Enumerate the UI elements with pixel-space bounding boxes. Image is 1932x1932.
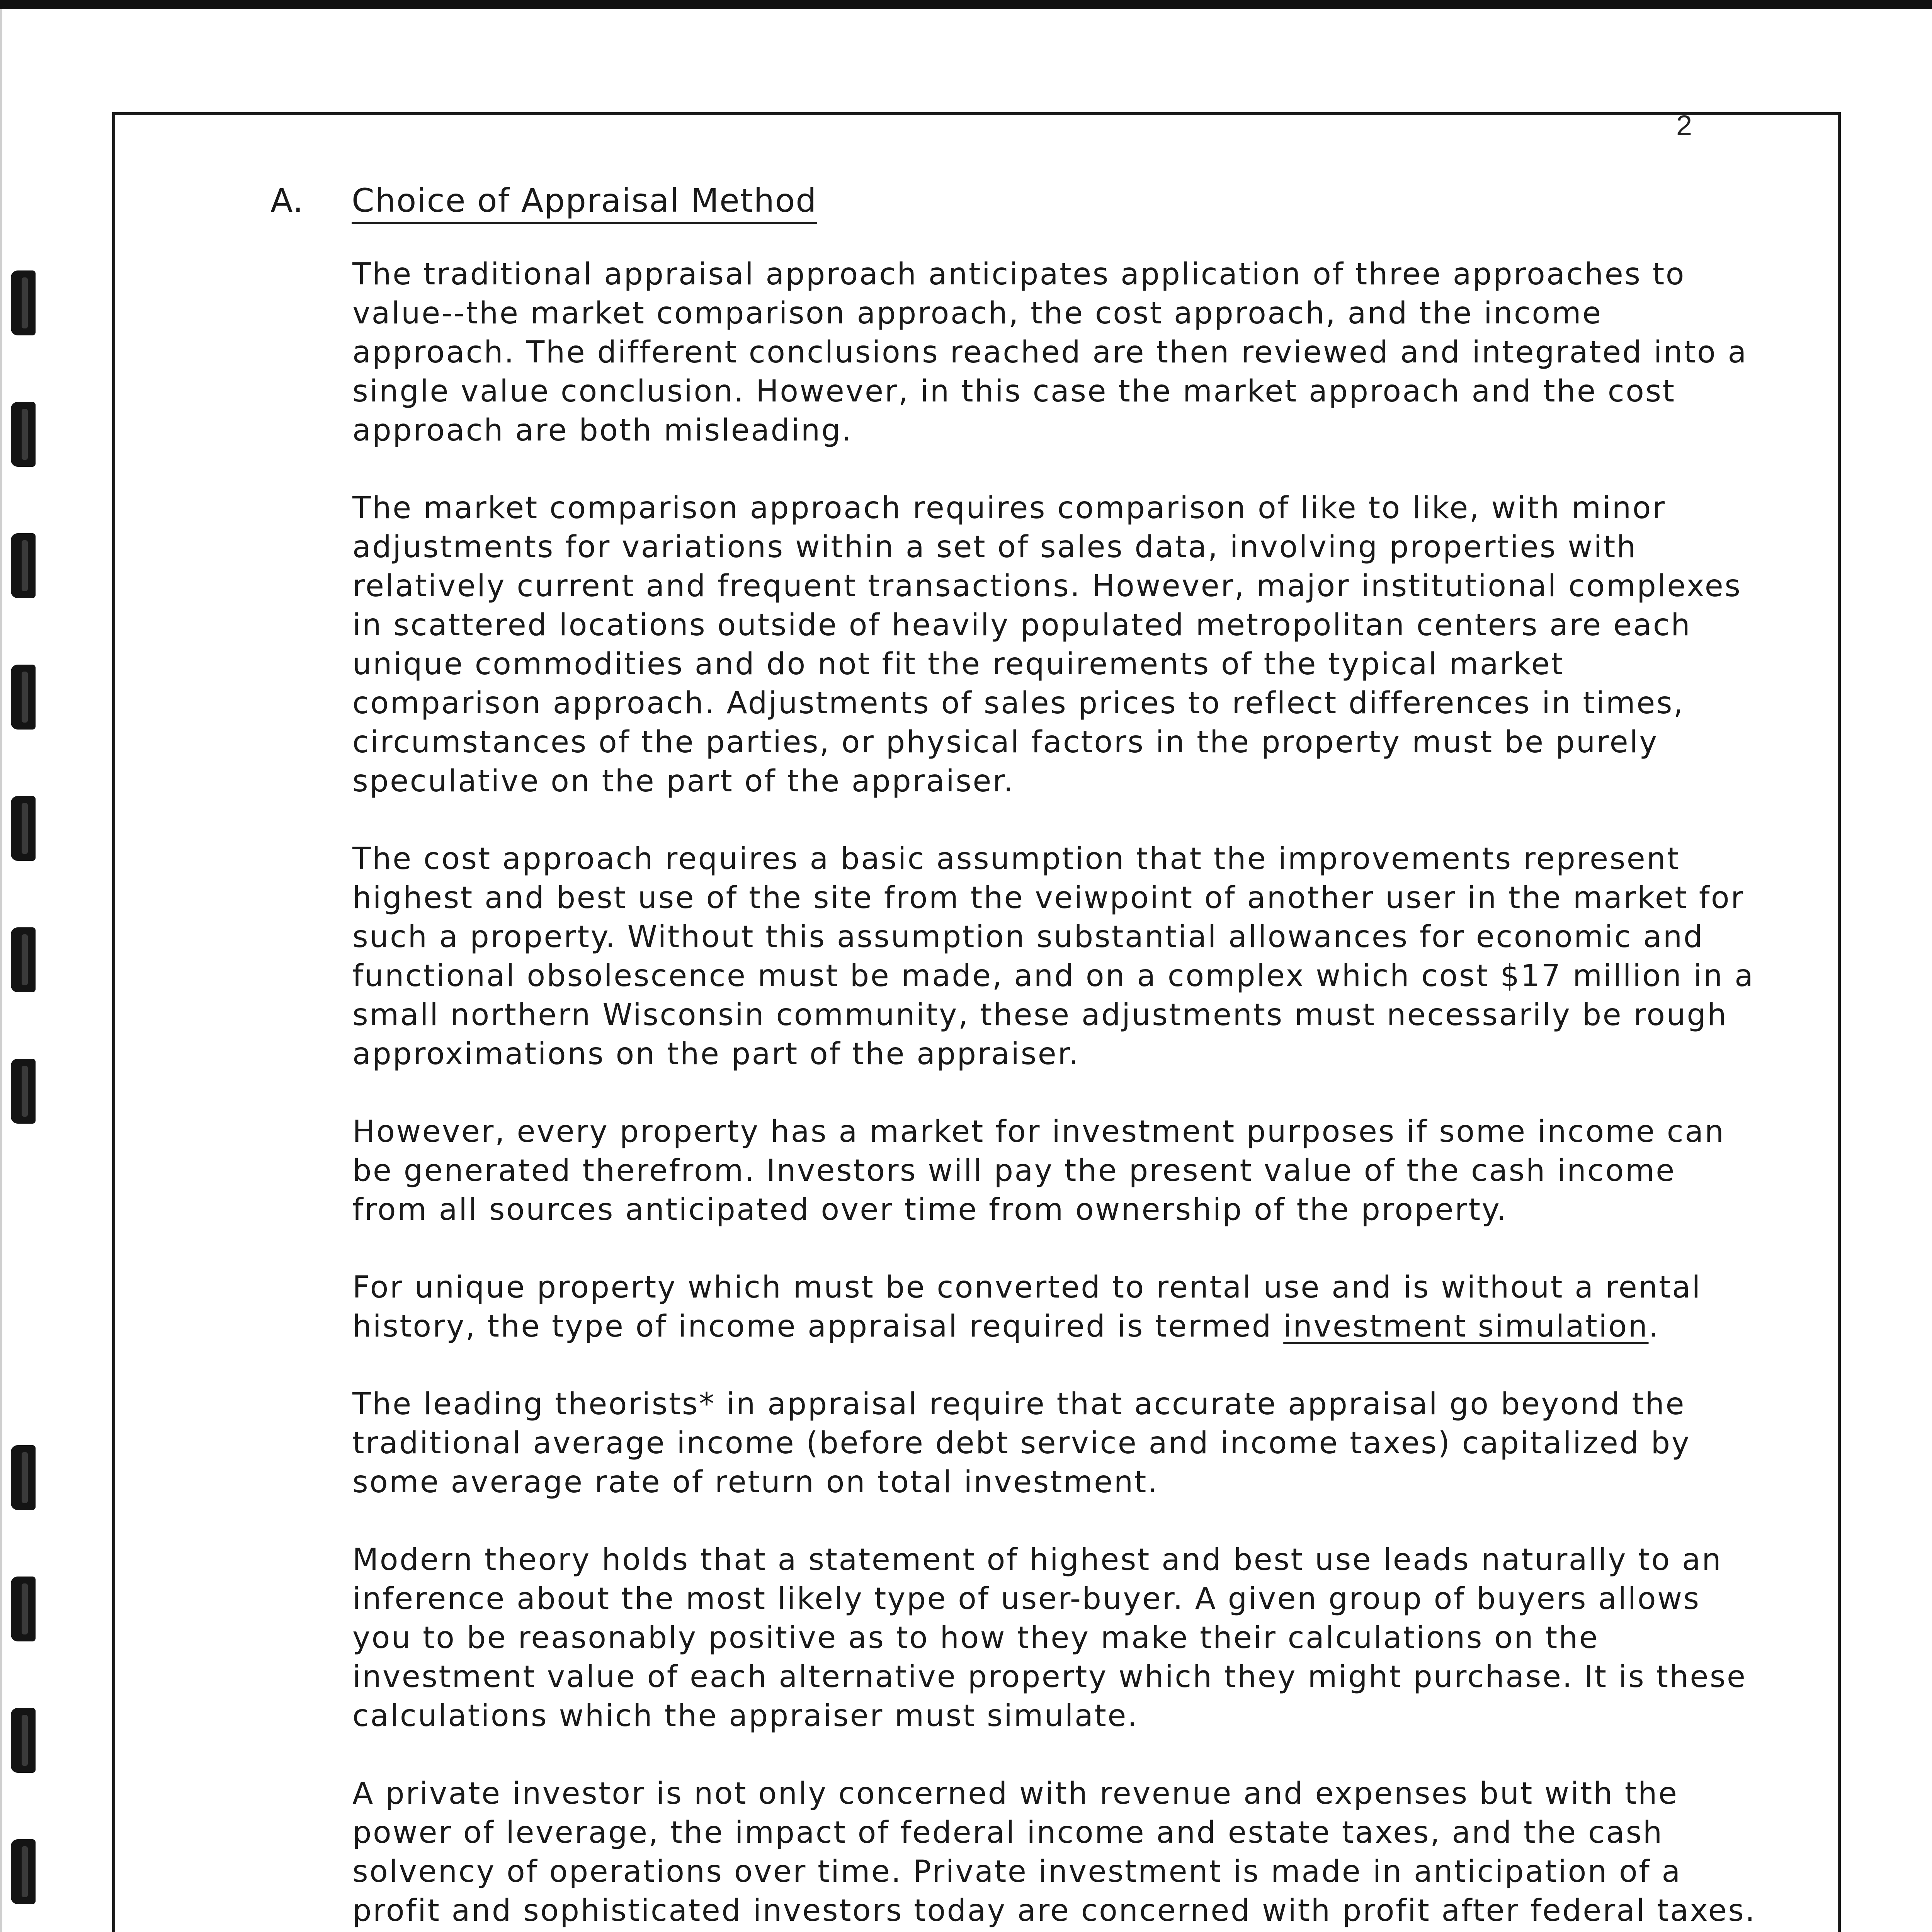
- paragraph-private-investor: A private investor is not only concerned with revenue and expenses but with the power of leverage, the impact of federal income and estate taxes, and the cash solvency of operations over time. Private investment is made in anticipation of a profit and sophisticated investors today are concerned with profit after federal taxes.: [352, 1776, 1756, 1928]
- binder-hole: [11, 533, 36, 598]
- binder-hole: [11, 402, 36, 467]
- underlined-term: investment simulation: [1283, 1309, 1649, 1344]
- paragraph-market-comparison: The market comparison approach requires comparison of like to like, with minor adjustments for variations within a set of sales data, involving properties with relatively current and frequent transactions. However, major institutional complexes in scattered locations outside of heavily populated metropolitan centers are each unique commodities and do not fit the requirements of the typical market comparison approach. Adjustments of sales prices to reflect differences in times, circumstances of the parties, or physical factors in the property must be purely speculative on the part of the appraiser.: [352, 491, 1742, 799]
- paragraph-text: .: [1648, 1309, 1660, 1344]
- paragraph-investment-simulation: [352, 1268, 1759, 1346]
- binder-hole: [11, 796, 36, 861]
- binder-hole: [11, 665, 36, 730]
- binder-hole: [11, 1708, 36, 1773]
- section-letter: A.: [270, 182, 304, 219]
- section-heading: [270, 182, 817, 224]
- binder-hole: [11, 1445, 36, 1510]
- binder-hole: [11, 270, 36, 335]
- paragraph-investment-market: However, every property has a market for investment purposes if some income can be generated therefrom. Investors will pay the present value of the cash income from all sources anticipated over time from ownership of the property.: [352, 1114, 1725, 1227]
- section-title: Choice of Appraisal Method: [352, 182, 817, 224]
- page-number: 2: [1676, 109, 1692, 141]
- binder-hole: [11, 927, 36, 992]
- paragraph-cost-approach: The cost approach requires a basic assumption that the improvements represent highest and best use of the site from the veiwpoint of another user in the market for such a property. Without this assumption substantial allowances for economic and functional obsolescence must be made, and on a complex which cost $17 million in a small northern Wisconsin community, these adjustments must necessarily be rough approximations on the part of the appraiser.: [352, 842, 1755, 1071]
- body-text: [352, 255, 1759, 1932]
- page-top-edge: [0, 0, 1932, 9]
- paragraph-approaches: The traditional appraisal approach anticipates application of three approaches to value--the market comparison approach, the cost approach, and the income approach. The different conclusions reached are then reviewed and integrated into a single value conclusion. However, in this case the market approach and the cost approach are both misleading.: [352, 257, 1748, 448]
- binder-hole: [11, 1839, 36, 1904]
- paragraph-leading-theorists: The leading theorists* in appraisal require that accurate appraisal go beyond the traditional average income (before debt service and income taxes) capitalized by some average rate of return on total investment.: [352, 1387, 1691, 1500]
- page-left-edge: [0, 9, 2, 1932]
- paragraph-text: For unique property which must be converted to rental use and is without a rental history, the type of income appraisal required is termed: [352, 1270, 1702, 1344]
- paragraph-modern-theory: Modern theory holds that a statement of highest and best use leads naturally to an inference about the most likely type of user-buyer. A given group of buyers allows you to be reasonably positive as to how they make their calculations on the investment value of each alternative property which they might purchase. It is these calculations which the appraiser must simulate.: [352, 1543, 1747, 1733]
- binder-hole: [11, 1059, 36, 1124]
- binder-hole: [11, 1577, 36, 1641]
